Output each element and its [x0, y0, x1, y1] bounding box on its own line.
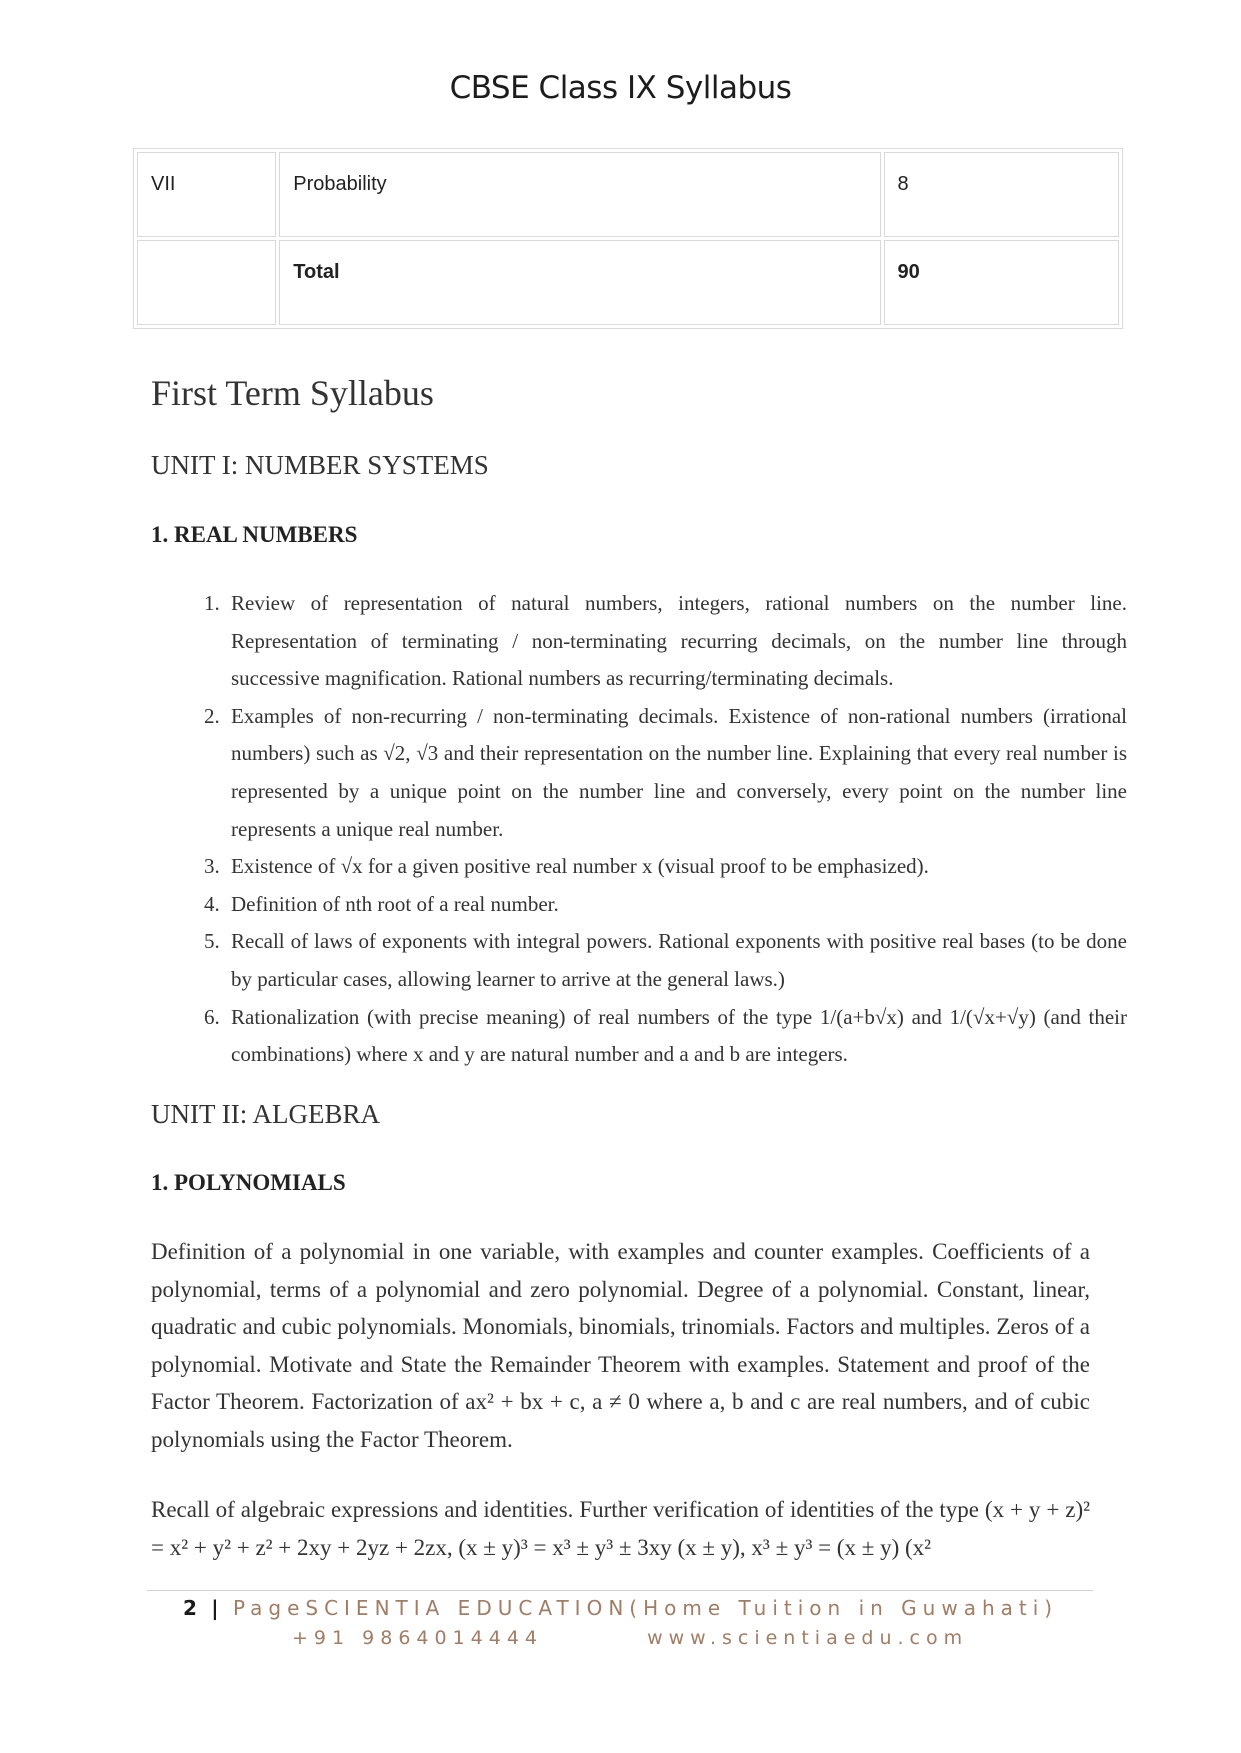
- footer-org: SCIENTIA EDUCATION(Home Tuition in Guwahati): [305, 1596, 1059, 1620]
- section-heading: 1. REAL NUMBERS: [151, 522, 358, 547]
- section-heading: 1. POLYNOMIALS: [151, 1170, 346, 1195]
- footer-line: [183, 1596, 1058, 1620]
- table-row-total: [137, 240, 1119, 325]
- footer-website: www.scientiaedu.com: [647, 1627, 969, 1649]
- list-item: 6. Rationalization (with precise meaning) of real numbers of the type 1/(a+b√x) and 1/(√x+√y) (and their combinations) where x and y are natural number and a and b are integers.: [225, 999, 1127, 1074]
- table-cell-name: Total: [279, 240, 880, 325]
- table-row: [137, 152, 1119, 237]
- footer-divider: [147, 1590, 1093, 1591]
- list-item: 2. Examples of non-recurring / non-terminating decimals. Existence of non-rational numbers (irrational numbers) such as √2, √3 and their representation on the number line. Explaining that every real number is represented by a unique point on the number line and conversely, every point on the number line represents a unique real number.: [225, 698, 1127, 848]
- polynomials-paragraph: Definition of a polynomial in one variable, with examples and counter examples. Coefficients of a polynomial, terms of a polynomial and zero polynomial. Degree of a polynomial. Constant, linear, quadratic and cubic polynomials. Monomials, binomials, trinomials. Factors and multiples. Zeros of a polynomial. Motivate and State the Remainder Theorem with examples. Statement and proof of the Factor Theorem. Factorization of ax² + bx + c, a ≠ 0 where a, b and c are real numbers, and of cubic polynomials using the Factor Theorem.: [151, 1239, 1090, 1452]
- list-item: 1. Review of representation of natural numbers, integers, rational numbers on the number line. Representation of terminating / non-terminating recurring decimals, on the number line through successive magnification. Rational numbers as recurring/terminating decimals.: [225, 585, 1127, 698]
- footer-separator: |: [211, 1596, 221, 1620]
- page-number: 2: [183, 1596, 199, 1620]
- real-numbers-list: [188, 585, 1127, 1074]
- list-item: 4. Definition of nth root of a real number.: [225, 886, 1127, 924]
- unit-heading: UNIT II: ALGEBRA: [151, 1099, 380, 1129]
- table-cell-marks: 8: [884, 152, 1120, 237]
- term-heading: First Term Syllabus: [151, 373, 434, 413]
- marks-table: [133, 148, 1123, 329]
- identities-paragraph: Recall of algebraic expressions and identities. Further verification of identities of the type (x + y + z)² = x² + y² + z² + 2xy + 2yz + 2zx, (x ± y)³ = x³ ± y³ ± 3xy (x ± y), x³ ± y³ = (x ± y) (x²: [151, 1497, 1090, 1560]
- table-cell-unit: VII: [137, 152, 276, 237]
- list-item: 5. Recall of laws of exponents with integral powers. Rational exponents with positive real bases (to be done by particular cases, allowing learner to arrive at the general laws.): [225, 923, 1127, 998]
- page-label: Page: [232, 1596, 306, 1620]
- footer-contact: [292, 1627, 968, 1649]
- unit-heading: UNIT I: NUMBER SYSTEMS: [151, 450, 489, 480]
- footer-phone: +91 9864014444: [292, 1627, 544, 1649]
- list-item: 3. Existence of √x for a given positive real number x (visual proof to be emphasized).: [225, 848, 1127, 886]
- table-cell-unit: [137, 240, 276, 325]
- page-header-title: CBSE Class IX Syllabus: [449, 70, 792, 106]
- table-cell-marks: 90: [884, 240, 1120, 325]
- table-cell-name: Probability: [279, 152, 880, 237]
